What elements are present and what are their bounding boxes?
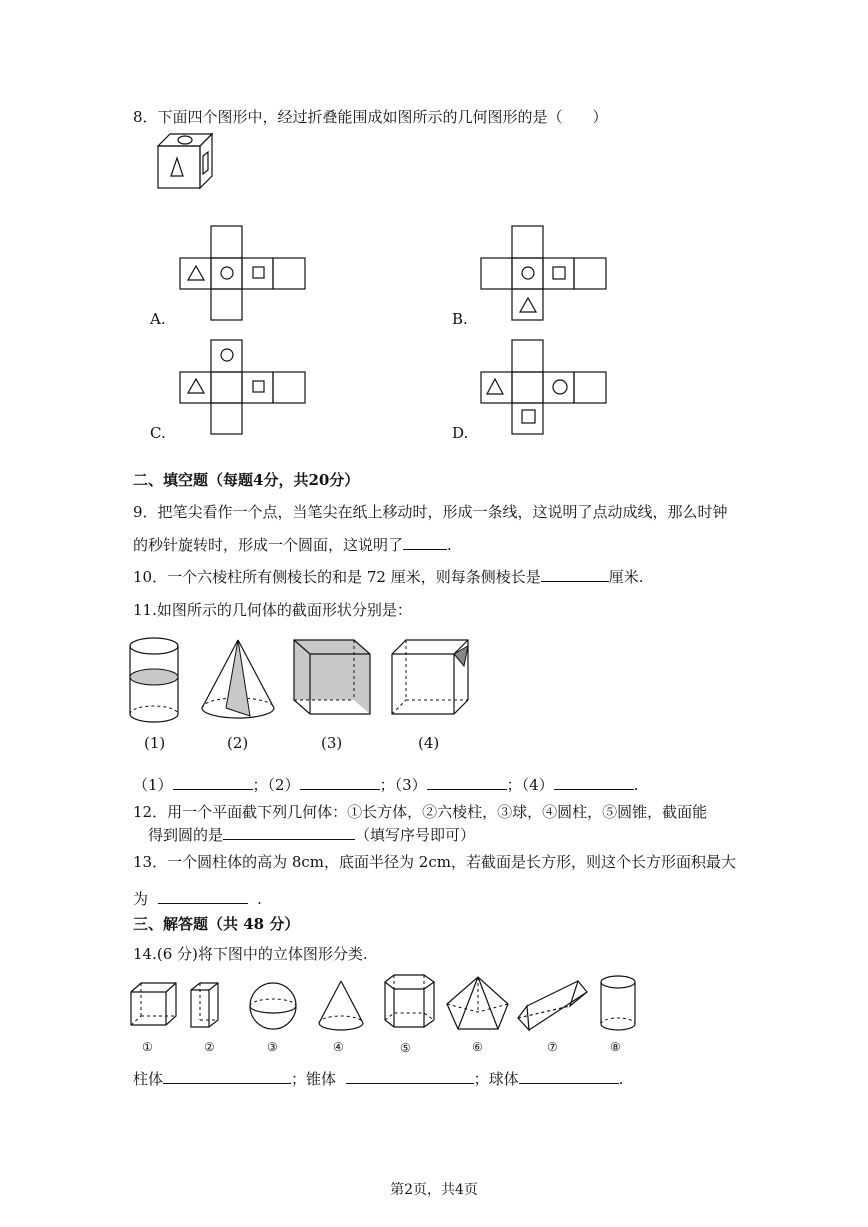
net-c <box>180 340 310 436</box>
q14-num-8: ⑧ <box>610 1040 621 1054</box>
q9-blank[interactable] <box>403 534 447 550</box>
q14-text: 14.(6 分)将下图中的立体图形分类. <box>133 945 368 963</box>
q9-line2b: . <box>447 536 452 554</box>
q10-b: 厘米. <box>608 568 644 586</box>
q12-line2a: 得到圆的是 <box>148 826 224 844</box>
q14-answers <box>133 1068 623 1089</box>
q11-cone <box>198 636 278 726</box>
page-footer: 第2页，共4页 <box>390 1182 478 1198</box>
q14-answer-d: . <box>618 1070 624 1088</box>
q14-cylinder <box>598 974 640 1034</box>
q12-line2b: （填写序号即可） <box>355 826 476 844</box>
q13-line1: 13．一个圆柱体的高为 8cm，底面半径为 2cm，若截面是长方形，则这个长方形面积最大 <box>133 853 736 871</box>
q14-num-2: ② <box>204 1040 215 1054</box>
q11-cube-corner <box>388 636 473 721</box>
option-b: B. <box>452 310 468 328</box>
q11-ans-3: ；（3） <box>379 776 427 794</box>
q14-triangular-prism <box>515 978 591 1034</box>
q11-ans-4: ；（4） <box>506 776 554 794</box>
q12-line2 <box>148 824 475 845</box>
q14-hexagonal-prism <box>382 972 438 1032</box>
q11-ans-1: （1） <box>133 776 173 794</box>
q14-answer-a: 柱体 <box>133 1070 164 1088</box>
option-a: A. <box>150 310 166 328</box>
section3-title: 三、解答题（共 48 分） <box>133 915 300 933</box>
q10-blank[interactable] <box>541 566 609 582</box>
cube-figure <box>150 130 220 195</box>
q11-cube-slice <box>290 636 375 721</box>
q12-blank[interactable] <box>223 824 355 840</box>
q14-answer-c: ；球体 <box>473 1070 519 1088</box>
q14-num-1: ① <box>142 1040 153 1054</box>
q11-caption-3: (3) <box>321 734 343 752</box>
q14-num-4: ④ <box>333 1040 344 1054</box>
q14-sphere <box>246 982 300 1032</box>
section2-title: 二、填空题（每题4分，共20分） <box>133 471 360 489</box>
q11-caption-2: (2) <box>227 734 249 752</box>
q11-ans-2: ；（2） <box>252 776 300 794</box>
q11-blank-3[interactable] <box>427 774 507 790</box>
q11-blank-1[interactable] <box>173 774 253 790</box>
q11-cylinder <box>126 636 186 726</box>
q11-blank-2[interactable] <box>300 774 380 790</box>
q9-line2 <box>133 534 452 555</box>
q14-num-5: ⑤ <box>400 1041 411 1055</box>
q14-answer-b: ；锥体 <box>291 1070 337 1088</box>
q11-caption-4: (4) <box>418 734 440 752</box>
q9-line1: 9．把笔尖看作一个点，当笔尖在纸上移动时，形成一条线，这说明了点动成线，那么时钟 <box>133 503 728 521</box>
option-d: D. <box>452 424 469 442</box>
q14-num-6: ⑥ <box>472 1040 483 1054</box>
net-d <box>481 340 611 436</box>
q14-blank-cone[interactable] <box>346 1068 474 1084</box>
q10-line <box>133 566 644 587</box>
q13-line2a: 为 <box>133 890 149 908</box>
q14-pyramid <box>444 974 512 1034</box>
q8-text: 8．下面四个图形中，经过折叠能围成如图所示的几何图形的是（ ） <box>133 108 608 126</box>
q12-line1: 12．用一个平面截下列几何体：①长方体，②六棱柱，③球，④圆柱，⑤圆锥，截面能 <box>133 803 708 821</box>
q14-blank-prism[interactable] <box>163 1068 291 1084</box>
q14-cuboid <box>188 980 222 1032</box>
q11-ans-5: . <box>633 776 639 794</box>
q14-num-7: ⑦ <box>547 1040 558 1054</box>
net-a <box>180 226 310 322</box>
option-c: C. <box>150 424 166 442</box>
q11-text: 11.如图所示的几何体的截面形状分别是： <box>133 601 412 619</box>
q10-a: 10．一个六棱柱所有侧棱长的和是 72 厘米，则每条侧棱长是 <box>133 568 541 586</box>
q14-blank-sphere[interactable] <box>519 1068 619 1084</box>
q11-answers <box>133 774 638 795</box>
q13-line2b: . <box>257 890 262 908</box>
q11-blank-4[interactable] <box>554 774 634 790</box>
q11-caption-1: (1) <box>144 734 166 752</box>
q13-line2 <box>133 888 262 909</box>
q9-line2a: 的秒针旋转时，形成一个圆面，这说明了 <box>133 536 404 554</box>
q14-cube <box>128 980 180 1030</box>
q14-num-3: ③ <box>267 1040 278 1054</box>
q13-blank[interactable] <box>158 888 248 904</box>
q14-cone <box>315 978 367 1034</box>
net-b <box>481 226 611 322</box>
